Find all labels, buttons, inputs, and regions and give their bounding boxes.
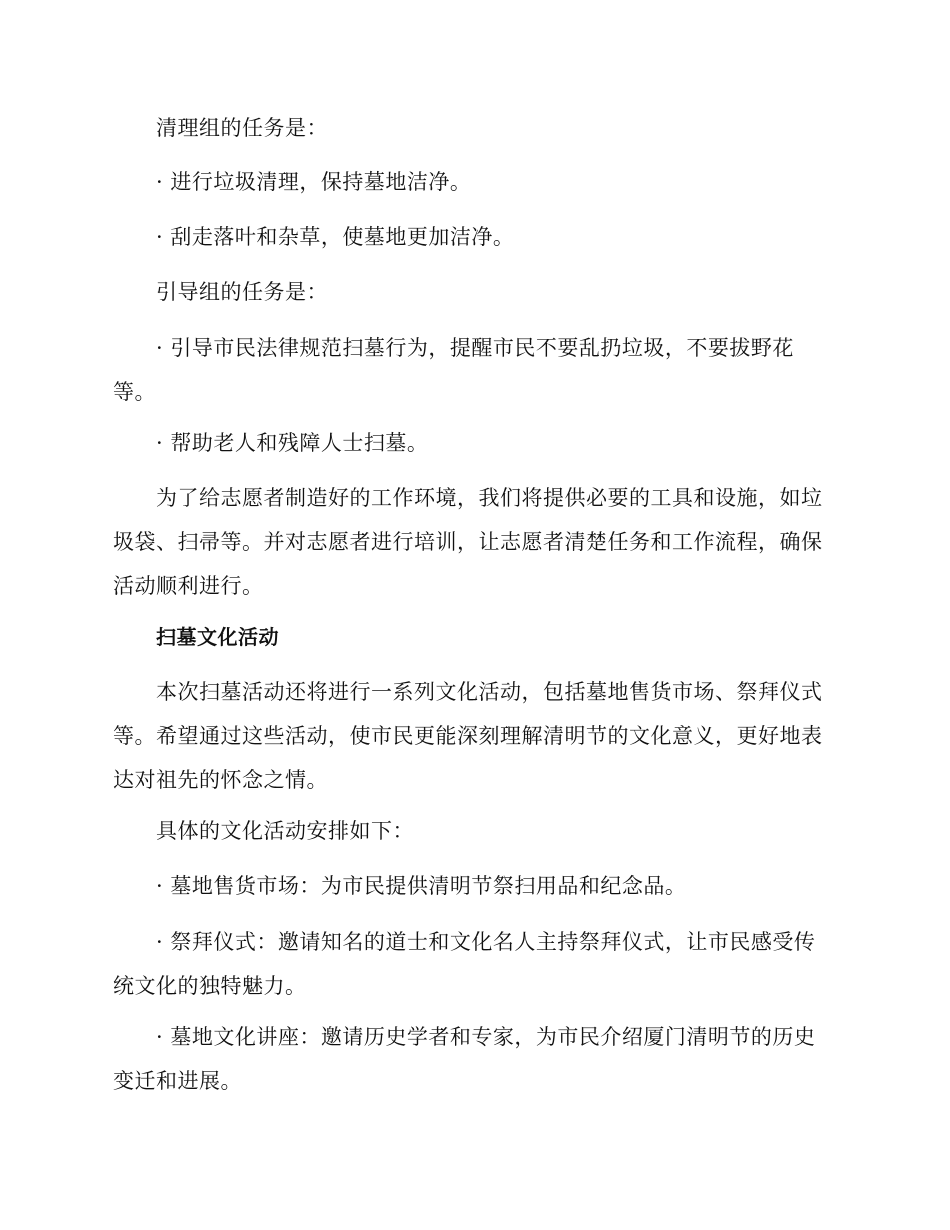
list-item-guide-citizens: · 引导市民法律规范扫墓行为，提醒市民不要乱扔垃圾，不要拔野花等。 bbox=[113, 336, 794, 404]
paragraph-volunteer-support: 为了给志愿者制造好的工作环境，我们将提供必要的工具和设施，如垃圾袋、扫帚等。并对志愿者进行培训，让志愿者清楚任务和工作流程，确保活动顺利进行。 bbox=[113, 486, 823, 598]
list-item-ceremony: · 祭拜仪式：邀请知名的道士和文化名人主持祭拜仪式，让市民感受传统文化的独特魅力。 bbox=[113, 930, 816, 998]
list-item-garbage-cleaning: · 进行垃圾清理，保持墓地洁净。 bbox=[156, 170, 472, 194]
paragraph-guide-group-intro: 引导组的任务是： bbox=[156, 280, 328, 304]
paragraph-schedule-intro: 具体的文化活动安排如下： bbox=[156, 819, 414, 843]
section-heading: 扫墓文化活动 bbox=[156, 625, 279, 649]
list-item-leaves-weeds: · 刮走落叶和杂草，使墓地更加洁净。 bbox=[156, 225, 515, 249]
list-item-market: · 墓地售货市场：为市民提供清明节祭扫用品和纪念品。 bbox=[156, 874, 687, 898]
list-item-help-elderly: · 帮助老人和残障人士扫墓。 bbox=[156, 431, 429, 455]
list-item-lecture: · 墓地文化讲座：邀请历史学者和专家，为市民介绍厦门清明节的历史变迁和进展。 bbox=[113, 1025, 816, 1093]
paragraph-culture-intro: 本次扫墓活动还将进行一系列文化活动，包括墓地售货市场、祭拜仪式等。希望通过这些活动，使市民更能深刻理解清明节的文化意义，更好地表达对祖先的怀念之情。 bbox=[113, 680, 823, 792]
paragraph-cleaning-group-intro: 清理组的任务是： bbox=[156, 116, 328, 140]
